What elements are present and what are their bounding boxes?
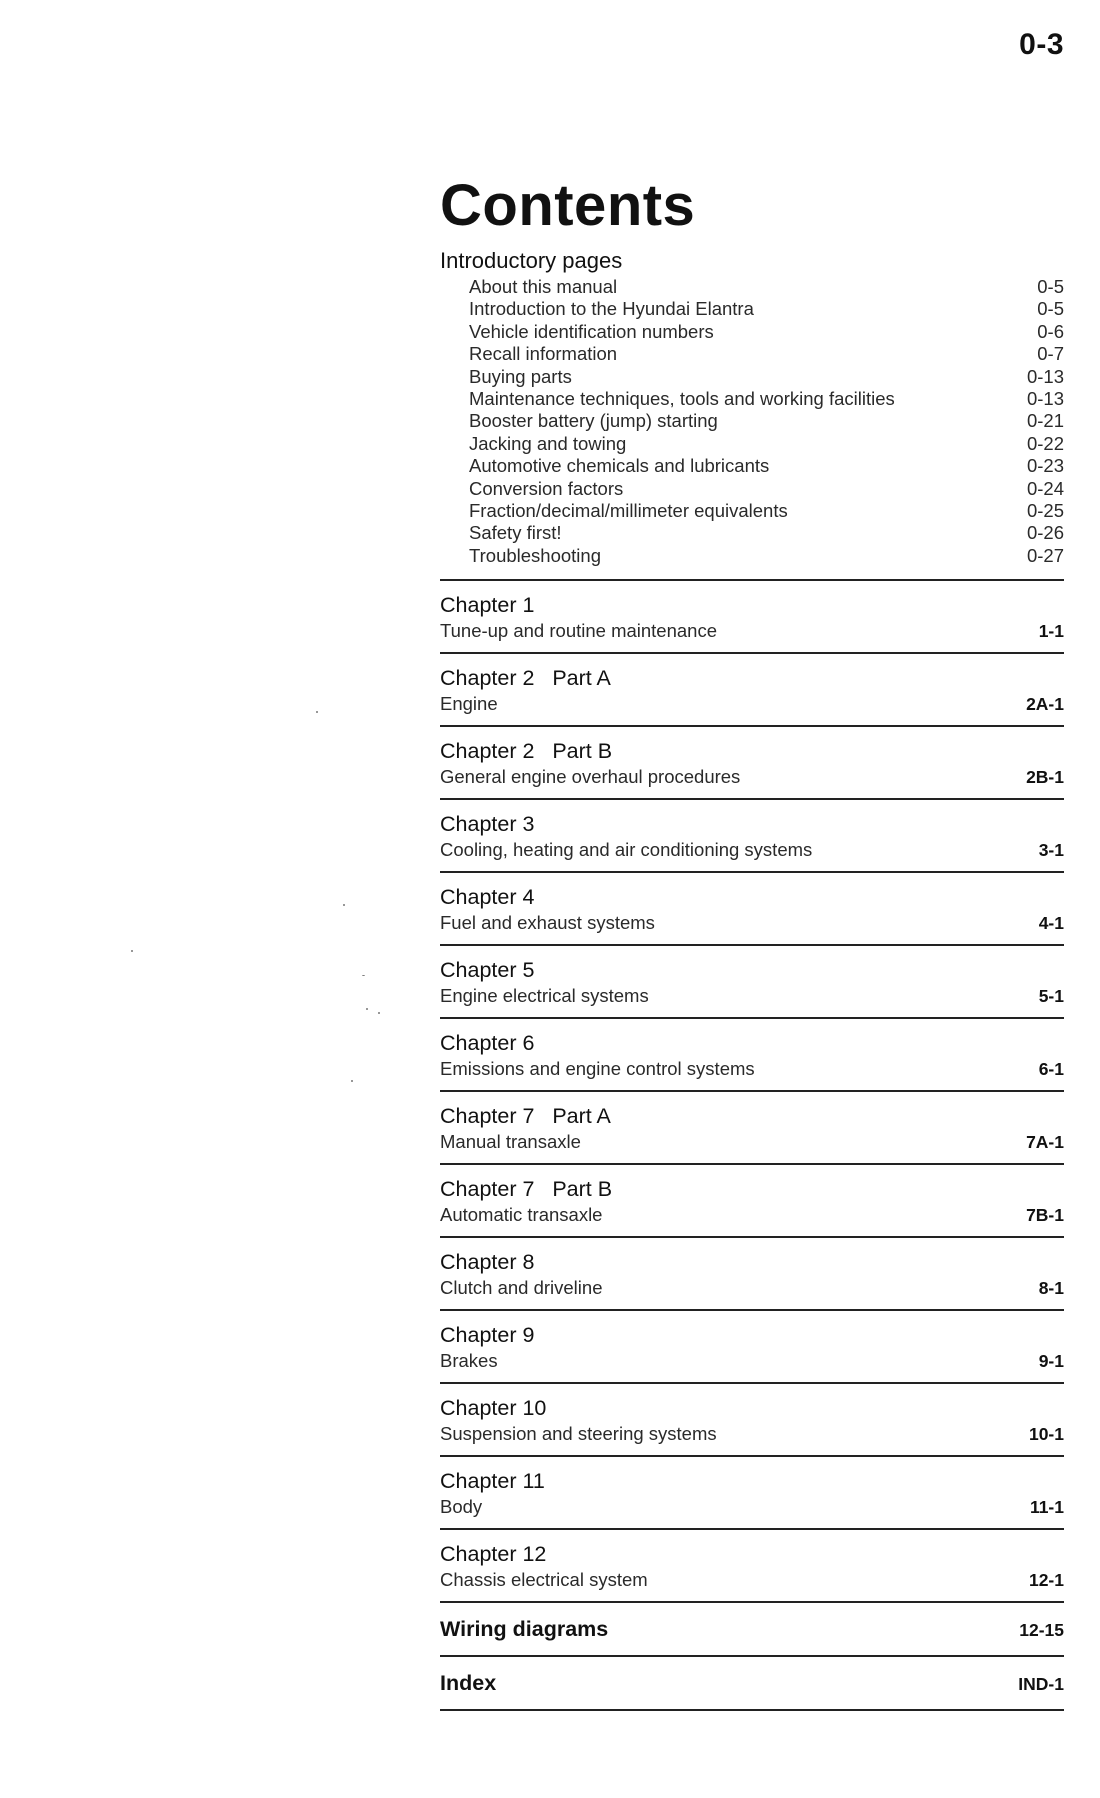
page-number: 0-3 <box>1019 28 1064 61</box>
chapter-entry[interactable] <box>440 581 1064 654</box>
chapter-page: 9-1 <box>1038 1351 1064 1372</box>
chapter-title: Fuel and exhaust systems <box>440 912 655 934</box>
chapter-page: 2A-1 <box>1026 694 1064 715</box>
toc-item[interactable] <box>469 276 1064 298</box>
toc-entry-page: IND-1 <box>1018 1674 1064 1695</box>
chapter-title: Tune-up and routine maintenance <box>440 620 718 642</box>
toc-item-label: Buying parts <box>469 365 572 387</box>
chapter-entry[interactable] <box>440 727 1064 800</box>
table-of-contents <box>440 170 1064 1711</box>
chapter-title: Brakes <box>440 1350 498 1372</box>
chapter-entry[interactable] <box>440 654 1064 727</box>
chapter-row <box>440 1495 1064 1519</box>
chapter-heading: Chapter 7 Part A <box>440 1104 611 1129</box>
chapter-row <box>440 838 1064 862</box>
toc-item-label: Automotive chemicals and lubricants <box>469 455 770 477</box>
toc-item[interactable] <box>469 455 1064 477</box>
chapter-entry[interactable] <box>440 873 1064 946</box>
chapter-heading: Chapter 6 <box>440 1031 535 1056</box>
chapter-entry[interactable] <box>440 1238 1064 1311</box>
chapter-heading: Chapter 7 Part B <box>440 1177 613 1202</box>
chapter-title: Manual transaxle <box>440 1131 581 1153</box>
toc-entry-wiring-diagrams[interactable] <box>440 1603 1064 1657</box>
toc-item[interactable] <box>469 433 1064 455</box>
toc-entry-page: 12-15 <box>1019 1620 1064 1641</box>
chapter-heading: Chapter 2 Part B <box>440 739 613 764</box>
chapter-row <box>440 984 1064 1008</box>
toc-item[interactable] <box>469 478 1064 500</box>
toc-item-page: 0-5 <box>1037 276 1064 297</box>
toc-item[interactable] <box>469 321 1064 343</box>
chapter-entry[interactable] <box>440 1019 1064 1092</box>
chapter-entry[interactable] <box>440 1384 1064 1457</box>
chapter-title: Suspension and steering systems <box>440 1423 717 1445</box>
toc-item[interactable] <box>469 545 1064 567</box>
chapter-title: Cooling, heating and air conditioning systems <box>440 839 813 861</box>
toc-item-label: Jacking and towing <box>469 432 627 454</box>
toc-item-label: Maintenance techniques, tools and working facilities <box>469 388 895 410</box>
chapter-heading: Chapter 8 <box>440 1250 535 1275</box>
toc-item-page: 0-24 <box>1026 477 1064 499</box>
toc-item-page: 0-7 <box>1037 343 1064 365</box>
toc-item-label: Booster battery (jump) starting <box>469 410 718 432</box>
chapter-row <box>440 1203 1064 1227</box>
chapter-title: Engine <box>440 693 498 715</box>
chapter-heading: Chapter 3 <box>440 812 535 837</box>
toc-item-label: Conversion factors <box>469 477 624 499</box>
toc-item-page: 0-22 <box>1026 432 1064 454</box>
chapter-page: 7A-1 <box>1026 1132 1064 1153</box>
chapter-page: 6-1 <box>1038 1059 1064 1080</box>
toc-item[interactable] <box>469 366 1064 388</box>
chapter-page: 10-1 <box>1028 1424 1064 1445</box>
toc-item-page: 0-23 <box>1026 455 1064 477</box>
chapter-page: 8-1 <box>1038 1278 1064 1299</box>
chapter-title: Emissions and engine control systems <box>440 1058 755 1080</box>
introductory-heading: Introductory pages <box>440 248 623 273</box>
toc-item-label: Recall information <box>469 343 618 365</box>
page-title: Contents <box>440 173 696 238</box>
toc-item-page: 0-25 <box>1026 500 1064 522</box>
chapter-heading: Chapter 5 <box>440 958 535 983</box>
chapter-heading: Chapter 10 <box>440 1396 547 1421</box>
chapter-list <box>440 581 1064 1603</box>
toc-item-label: About this manual <box>469 276 618 297</box>
chapter-title: Engine electrical systems <box>440 985 649 1007</box>
chapter-page: 3-1 <box>1038 840 1064 861</box>
chapter-title: Automatic transaxle <box>440 1204 603 1226</box>
chapter-heading: Chapter 9 <box>440 1323 535 1348</box>
chapter-title: Clutch and driveline <box>440 1277 603 1299</box>
toc-item-label: Introduction to the Hyundai Elantra <box>469 298 754 320</box>
chapter-row <box>440 692 1064 716</box>
chapter-title: Body <box>440 1496 483 1518</box>
chapter-page: 5-1 <box>1038 986 1064 1007</box>
toc-item[interactable] <box>469 410 1064 432</box>
chapter-entry[interactable] <box>440 946 1064 1019</box>
chapter-row <box>440 1422 1064 1446</box>
toc-item-page: 0-13 <box>1026 365 1064 387</box>
toc-item-label: Troubleshooting <box>469 544 601 566</box>
toc-entry-label: Index <box>440 1671 497 1696</box>
chapter-row <box>440 1276 1064 1300</box>
toc-item-page: 0-13 <box>1026 388 1064 410</box>
toc-item-page: 0-6 <box>1037 320 1064 342</box>
chapter-page: 12-1 <box>1028 1570 1064 1591</box>
chapter-entry[interactable] <box>440 1530 1064 1603</box>
chapter-entry[interactable] <box>440 1092 1064 1165</box>
toc-entry-label: Wiring diagrams <box>440 1617 609 1642</box>
chapter-row <box>440 765 1064 789</box>
chapter-heading: Chapter 4 <box>440 885 535 910</box>
chapter-heading: Chapter 1 <box>440 593 535 618</box>
chapter-row <box>440 911 1064 935</box>
chapter-entry[interactable] <box>440 1165 1064 1238</box>
chapter-page: 11-1 <box>1029 1497 1064 1518</box>
chapter-page: 4-1 <box>1038 913 1064 934</box>
chapter-row <box>440 1568 1064 1592</box>
chapter-title: Chassis electrical system <box>440 1569 648 1591</box>
toc-item[interactable] <box>469 522 1064 544</box>
toc-entry-index[interactable] <box>440 1657 1064 1711</box>
chapter-title: General engine overhaul procedures <box>440 766 741 788</box>
toc-item-page: 0-21 <box>1026 410 1064 432</box>
chapter-entry[interactable] <box>440 1311 1064 1384</box>
chapter-heading: Chapter 12 <box>440 1542 547 1567</box>
introductory-list <box>440 276 1064 567</box>
toc-item-label: Vehicle identification numbers <box>469 320 714 342</box>
chapter-page: 2B-1 <box>1026 767 1064 788</box>
toc-item-page: 0-27 <box>1026 544 1064 566</box>
toc-item[interactable] <box>469 500 1064 522</box>
toc-item[interactable] <box>469 343 1064 365</box>
toc-item-page: 0-26 <box>1026 522 1064 544</box>
chapter-row <box>440 1057 1064 1081</box>
chapter-page: 1-1 <box>1038 621 1064 642</box>
chapter-entry[interactable] <box>440 800 1064 873</box>
chapter-entry[interactable] <box>440 1457 1064 1530</box>
toc-item-label: Fraction/decimal/millimeter equivalents <box>469 500 788 522</box>
chapter-page: 7B-1 <box>1026 1205 1064 1226</box>
toc-item-page: 0-5 <box>1037 298 1064 320</box>
chapter-row <box>440 1130 1064 1154</box>
chapter-row <box>440 1349 1064 1373</box>
toc-item[interactable] <box>469 388 1064 410</box>
toc-item[interactable] <box>469 298 1064 320</box>
chapter-row <box>440 619 1064 643</box>
chapter-heading: Chapter 11 <box>440 1469 545 1494</box>
toc-item-label: Safety first! <box>469 522 562 544</box>
chapter-heading: Chapter 2 Part A <box>440 666 611 691</box>
